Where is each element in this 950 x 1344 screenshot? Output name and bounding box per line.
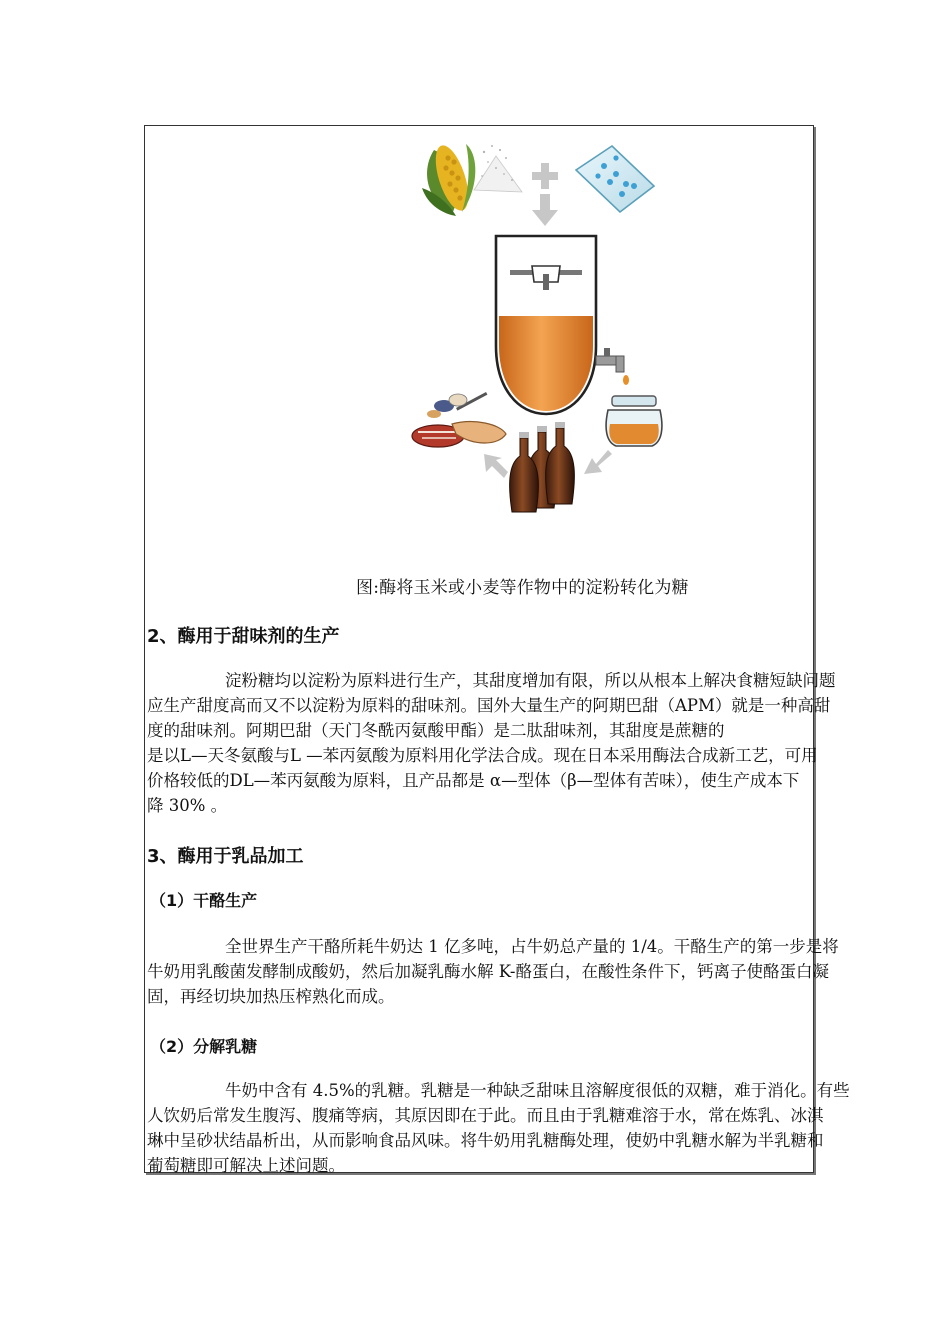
subsection-cheese-heading: （1）干酪生产 (150, 891, 258, 910)
section-2-heading: 2、酶用于甜味剂的生产 (147, 626, 340, 647)
paragraph-line: 人饮奶后常发生腹泻、腹痛等病，其原因即在于此。而且由于乳糖难溶于水，常在炼乳、冰淇 (147, 1106, 824, 1125)
enzyme-tray-icon (576, 146, 654, 212)
food-plate-icon (412, 392, 506, 447)
subsection-lactose-paragraph (147, 1078, 937, 1178)
paragraph-line: 全世界生产干酪所耗牛奶达 1 亿多吨，占牛奶总产量的 1/4。干酪生产的第一步是将 (225, 937, 839, 956)
paragraph-line: 牛奶用乳酸菌发酵制成酸奶，然后加凝乳酶水解 K-酪蛋白，在酸性条件下，钙离子使酪蛋白凝 (147, 962, 829, 981)
paragraph-line: 应生产甜度高而又不以淀粉为原料的甜味剂。国外大量生产的阿期巴甜（APM）就是一种高甜 (147, 696, 831, 715)
cola-bottles-icon (510, 422, 575, 512)
paragraph-line: 固，再经切块加热压榨熟化而成。 (147, 987, 395, 1006)
figure-caption: 图:酶将玉米或小麦等作物中的淀粉转化为糖 (356, 578, 689, 598)
corn-icon (422, 142, 475, 216)
paragraph-line: 葡萄糖即可解决上述问题。 (147, 1156, 345, 1175)
paragraph-line: 价格较低的DL—苯丙氨酸为原料，且产品都是 α—型体（β—型体有苦味），使生产成本下 (147, 771, 800, 790)
paragraph-line: 度的甜味剂。阿期巴甜（天门冬酰丙氨酸甲酯）是二肽甜味剂，其甜度是蔗糖的 (147, 721, 725, 740)
paragraph-line: 淀粉糖均以淀粉为原料进行生产，其甜度增加有限，所以从根本上解决食糖短缺问题 (225, 671, 836, 690)
subsection-cheese-paragraph (147, 934, 937, 1009)
arrow-left-up-icon (484, 454, 508, 478)
paragraph-line: 琳中呈砂状结晶析出，从而影响食品风味。将牛奶用乳糖酶处理，使奶中乳糖水解为半乳糖和 (147, 1131, 824, 1150)
paragraph-line: 降 30% 。 (147, 796, 228, 815)
starch-to-sugar-illustration (404, 128, 680, 520)
section-2-paragraph (147, 668, 937, 818)
subsection-lactose-heading: （2）分解乳糖 (150, 1037, 258, 1056)
section-3-heading: 3、酶用于乳品加工 (147, 846, 304, 867)
paragraph-line: 是以L—天冬氨酸与L —苯丙氨酸为原料用化学法合成。现在日本采用酶法合成新工艺，可用 (147, 746, 818, 765)
reactor-vessel (496, 236, 596, 414)
starch-powder-icon (474, 145, 522, 192)
syrup-jar-icon (606, 396, 662, 446)
arrow-down-icon (532, 194, 558, 226)
plus-icon (532, 163, 558, 189)
paragraph-line: 牛奶中含有 4.5%的乳糖。乳糖是一种缺乏甜味且溶解度很低的双糖，难于消化。有些 (225, 1081, 850, 1100)
tap-icon (596, 348, 629, 385)
arrow-left-down-icon (584, 450, 612, 474)
